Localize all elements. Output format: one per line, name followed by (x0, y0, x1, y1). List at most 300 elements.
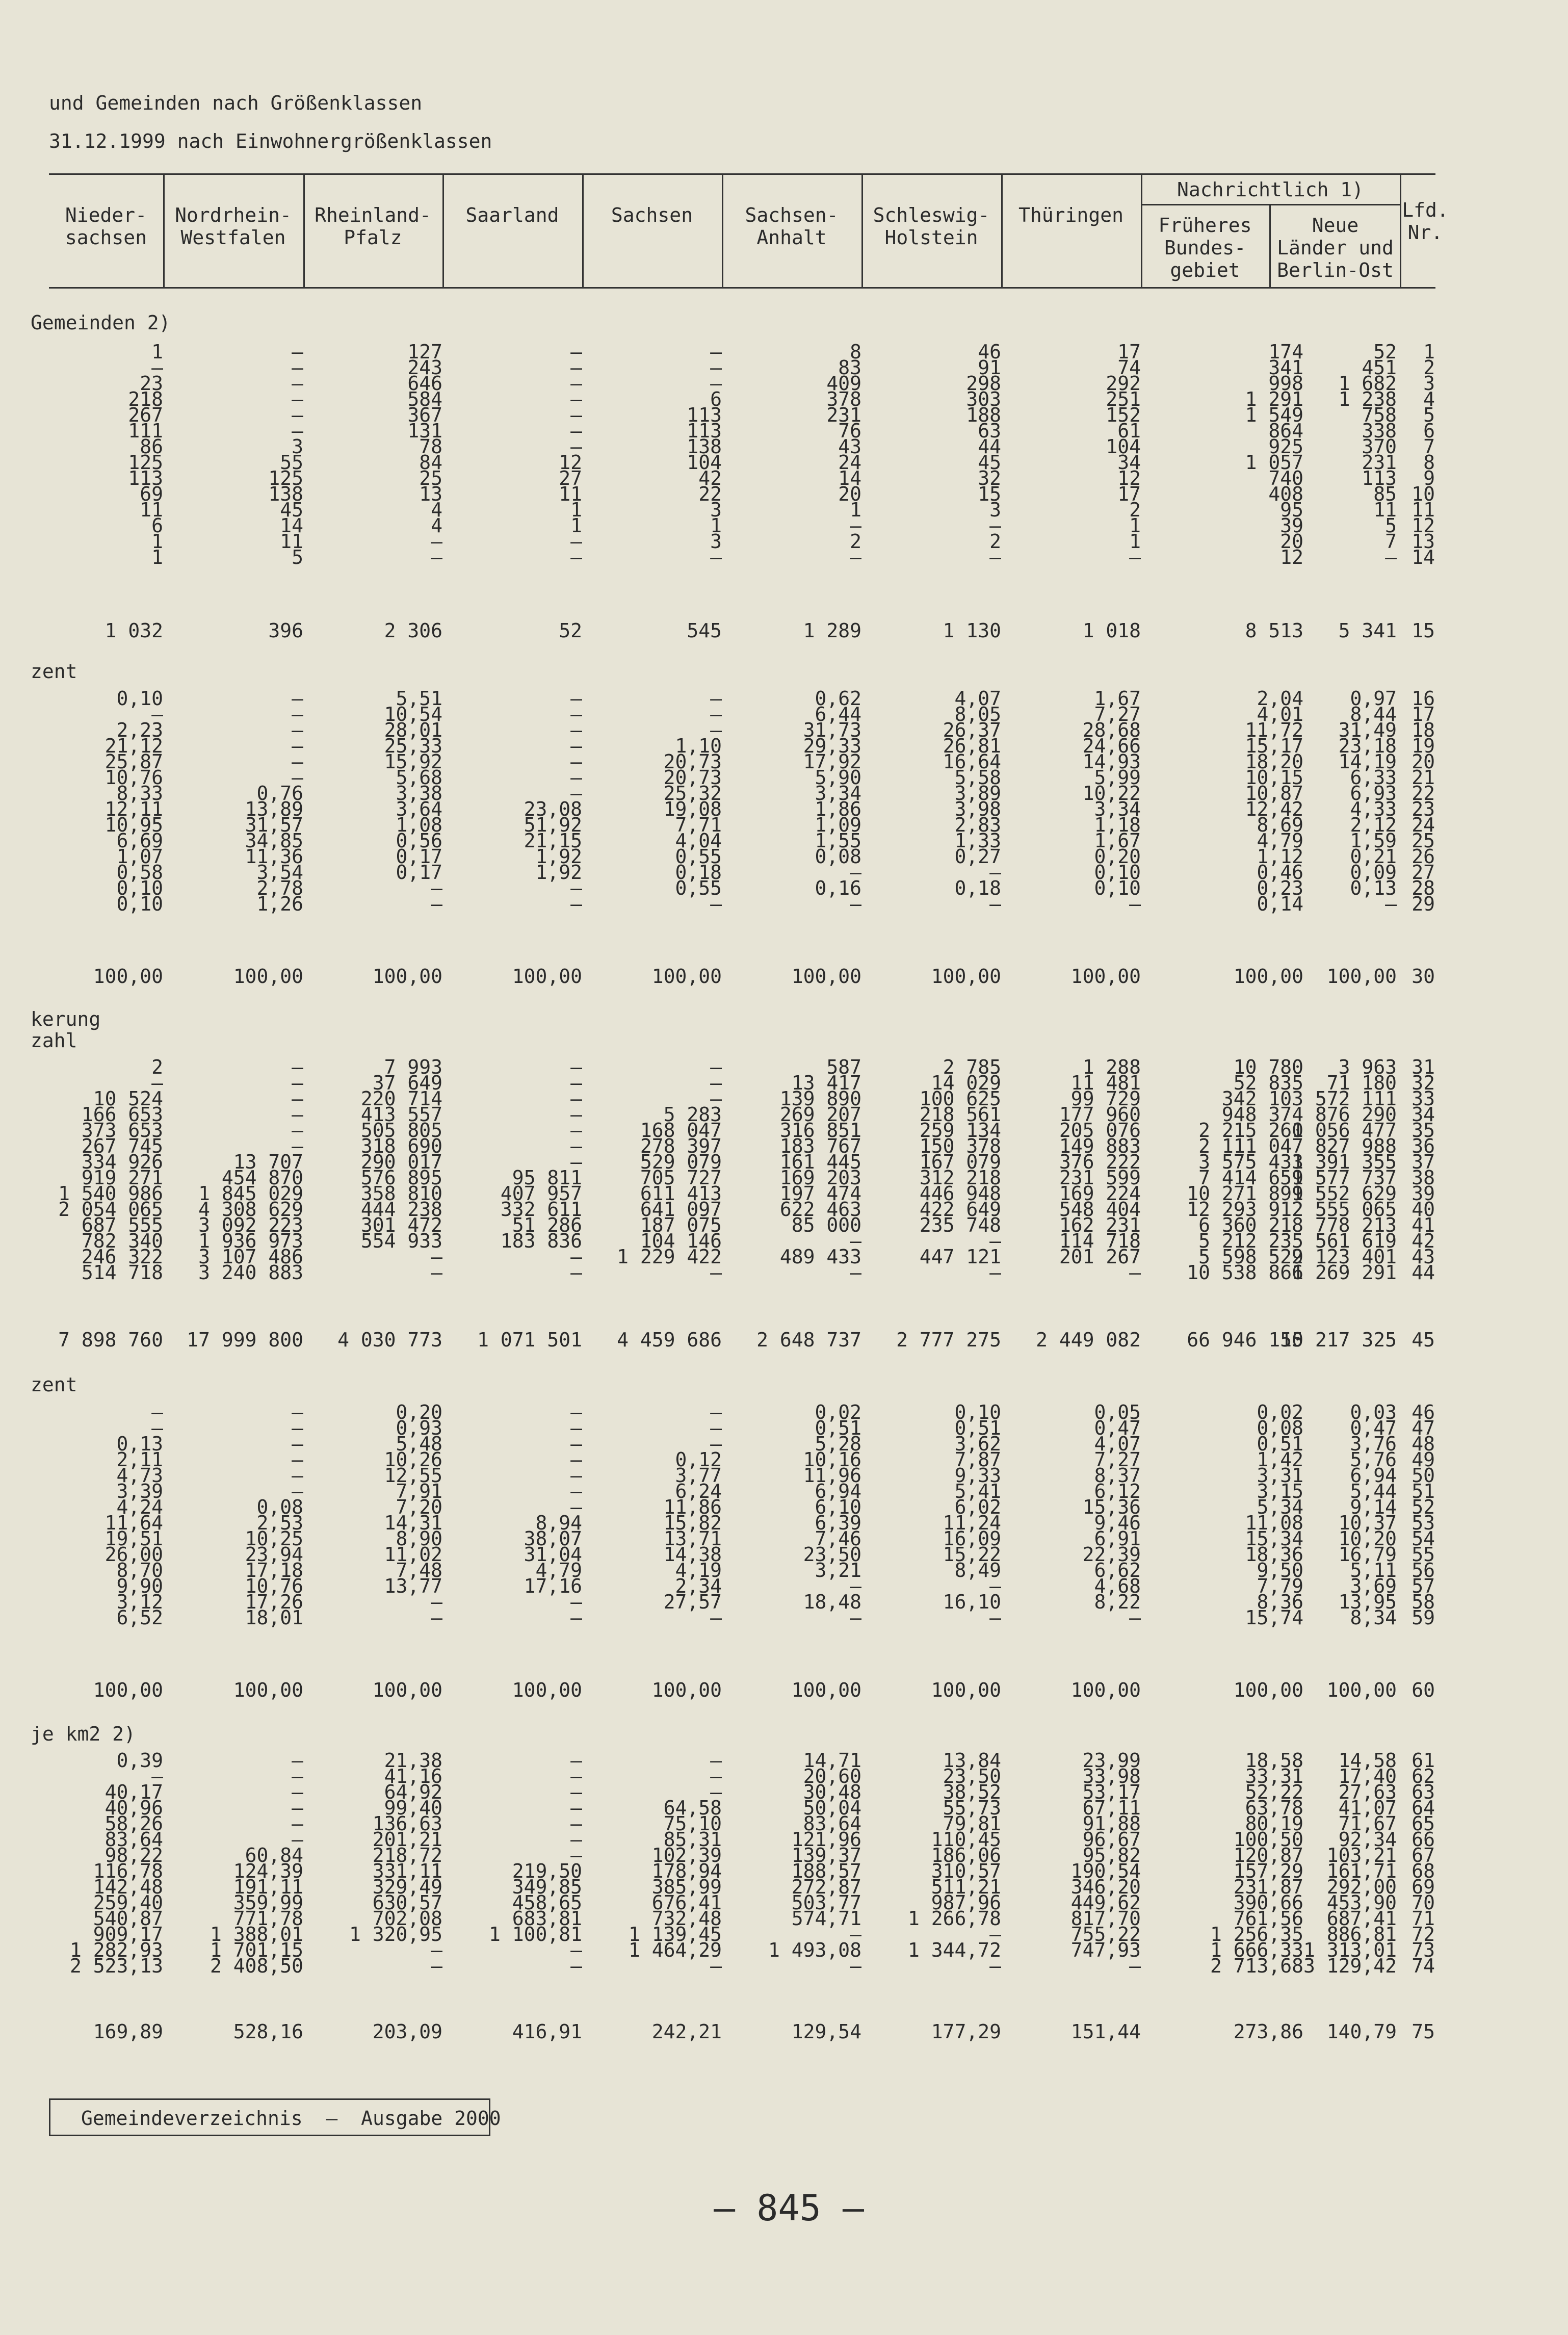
table-cell: 1,07 (116, 845, 163, 868)
table-cell: 22,39 (1082, 1543, 1141, 1566)
table-cell: 409 (826, 372, 861, 395)
table-cell: 0,10 (116, 877, 163, 899)
table-cell: 987,96 (931, 1891, 1001, 1914)
row-number: 27 (1412, 861, 1435, 884)
table-cell: 31,04 (524, 1543, 582, 1566)
table-row (0, 619, 1568, 642)
table-cell: 140,79 (1326, 2020, 1397, 2043)
table-row (0, 1464, 1568, 1487)
table-cell: 572 111 (1315, 1087, 1397, 1110)
table-cell: 3,21 (815, 1559, 861, 1581)
table-cell: 243 (407, 356, 442, 379)
table-cell: 63 (978, 420, 1001, 442)
table-cell: 2,78 (256, 877, 303, 899)
table-cell: 1 291 (1245, 388, 1303, 410)
table-cell: 91 (978, 356, 1001, 379)
table-cell: 18,58 (1245, 1749, 1303, 1772)
table-row (0, 341, 1568, 363)
table-cell: 0,55 (675, 845, 722, 868)
table-cell: 1,08 (396, 814, 442, 836)
row-number: 60 (1412, 1679, 1435, 1701)
table-cell: 63,78 (1245, 1797, 1303, 1819)
table-cell: 11 481 (1070, 1072, 1141, 1094)
row-number: 16 (1412, 687, 1435, 710)
row-number: 58 (1412, 1591, 1435, 1613)
row-number: 68 (1412, 1860, 1435, 1882)
table-cell: – (431, 1246, 442, 1268)
header-line: Westfalen (180, 226, 286, 249)
table-cell: 169 224 (1059, 1182, 1141, 1205)
table-cell: 2 (989, 530, 1001, 553)
table-cell: 0,55 (675, 877, 722, 899)
table-cell: 174 (1268, 341, 1303, 363)
table-cell: 220 714 (360, 1087, 442, 1110)
table-cell: 76 (838, 420, 861, 442)
row-number: 55 (1412, 1543, 1435, 1566)
table-cell: 6,44 (815, 703, 861, 725)
table-cell: 100,00 (1233, 1679, 1303, 1701)
table-cell: 8,36 (1257, 1591, 1303, 1613)
table-cell: 100,00 (791, 1679, 861, 1701)
table-cell: 69 (140, 483, 163, 505)
table-cell: – (292, 1480, 303, 1502)
table-cell: 3,15 (1257, 1480, 1303, 1502)
table-cell: 2 449 082 (1036, 1329, 1141, 1351)
table-cell: – (710, 1606, 722, 1629)
table-cell: – (292, 356, 303, 379)
header-line: Nr. (1407, 221, 1443, 244)
table-cell: 4 (431, 499, 442, 521)
table-cell: 23,99 (1082, 1749, 1141, 1772)
table-cell: 3 963 (1338, 1056, 1397, 1078)
table-cell: 341 (1268, 356, 1303, 379)
table-cell: 407 957 (500, 1182, 582, 1205)
table-cell: – (570, 719, 582, 741)
table-cell: 24 (838, 451, 861, 474)
table-cell: 41,16 (384, 1765, 442, 1787)
table-cell: 1 682 (1338, 372, 1397, 395)
table-cell: 27,63 (1338, 1781, 1397, 1803)
table-row (0, 1575, 1568, 1597)
table-cell: 1 (570, 499, 582, 521)
table-cell: 45 (978, 451, 1001, 474)
table-cell: 0,10 (116, 687, 163, 710)
table-row (0, 451, 1568, 474)
table-cell: 15,74 (1245, 1606, 1303, 1629)
table-cell: 292,00 (1326, 1876, 1397, 1898)
table-cell: 4,68 (1094, 1575, 1141, 1597)
table-cell: 111 (128, 420, 163, 442)
table-cell: 390,66 (1233, 1891, 1303, 1914)
table-cell: 267 (128, 404, 163, 426)
row-number: 49 (1412, 1448, 1435, 1471)
table-cell: – (292, 1448, 303, 1471)
table-cell: 20,73 (663, 766, 722, 789)
row-number: 53 (1412, 1512, 1435, 1534)
table-cell: 1,67 (1094, 829, 1141, 852)
table-cell: 1 (1129, 530, 1141, 553)
table-cell: – (570, 404, 582, 426)
table-cell: 376 222 (1059, 1151, 1141, 1173)
table-cell: – (570, 1072, 582, 1094)
header-line: Pfalz (344, 226, 402, 249)
table-cell: 12,55 (384, 1464, 442, 1487)
table-cell: 100,50 (1233, 1828, 1303, 1851)
header-line: Neue (1312, 214, 1359, 237)
table-cell: 4,73 (116, 1464, 163, 1487)
header-line: Rheinland- (315, 204, 431, 226)
table-cell: 190,54 (1070, 1860, 1141, 1882)
table-cell: 15,82 (663, 1512, 722, 1534)
table-cell: 219,50 (512, 1860, 582, 1882)
table-cell: 4 (431, 514, 442, 537)
table-cell: 100,00 (372, 965, 442, 988)
header-rlp (303, 204, 442, 249)
table-row (0, 1433, 1568, 1455)
header-neue-laender (1271, 214, 1400, 281)
table-cell: 0,27 (954, 845, 1001, 868)
table-cell: 6,94 (1350, 1464, 1397, 1487)
table-cell: 10,76 (245, 1575, 303, 1597)
row-number: 63 (1412, 1781, 1435, 1803)
table-cell: – (431, 1939, 442, 1961)
table-cell: 0,10 (1094, 877, 1141, 899)
table-cell: 561 619 (1315, 1230, 1397, 1252)
table-row (0, 1781, 1568, 1803)
table-cell: 7 (1385, 530, 1397, 553)
table-cell: – (570, 1496, 582, 1518)
row-number: 13 (1412, 530, 1435, 553)
table-row (0, 356, 1568, 379)
table-cell: 138 (268, 483, 303, 505)
table-cell: 1 (151, 530, 163, 553)
table-cell: 5 (292, 546, 303, 568)
table-cell: 0,97 (1350, 687, 1397, 710)
table-row (0, 1606, 1568, 1629)
table-cell: – (431, 1261, 442, 1284)
row-number: 11 (1412, 499, 1435, 521)
table-cell: 13 707 (233, 1151, 303, 1173)
table-cell: 545 (687, 619, 722, 642)
table-cell: 1 552 629 (1292, 1182, 1397, 1205)
table-cell: 0,05 (1094, 1401, 1141, 1423)
table-cell: 95 (1280, 499, 1303, 521)
table-cell: 33,98 (1082, 1765, 1141, 1787)
table-cell: 0,18 (675, 861, 722, 884)
section-label: zent (31, 660, 77, 683)
table-cell: 42 (698, 467, 722, 489)
table-cell: 75,10 (663, 1812, 722, 1835)
table-cell: 5,58 (954, 766, 1001, 789)
table-cell: 4 308 629 (198, 1198, 303, 1221)
table-cell: 3,98 (954, 798, 1001, 820)
table-cell: 30,48 (803, 1781, 861, 1803)
table-cell: 6 (710, 388, 722, 410)
table-cell: 167 079 (919, 1151, 1001, 1173)
table-cell: – (292, 1781, 303, 1803)
table-row (0, 861, 1568, 884)
table-cell: 4,07 (954, 687, 1001, 710)
table-cell: 2 123 401 (1292, 1246, 1397, 1268)
table-cell: 150 378 (919, 1135, 1001, 1157)
table-cell: 100 625 (919, 1087, 1001, 1110)
table-cell: 7 898 760 (58, 1329, 163, 1351)
table-row (0, 483, 1568, 505)
table-cell: – (292, 1135, 303, 1157)
table-cell: – (570, 530, 582, 553)
table-cell: 1 238 (1338, 388, 1397, 410)
row-number: 9 (1423, 467, 1435, 489)
table-cell: – (710, 356, 722, 379)
table-cell: 27,57 (663, 1591, 722, 1613)
table-cell: 14 029 (931, 1072, 1001, 1094)
row-number: 44 (1412, 1261, 1435, 1284)
table-cell: 755,22 (1070, 1923, 1141, 1945)
table-cell: 9,14 (1350, 1496, 1397, 1518)
table-cell: 242,21 (651, 2020, 722, 2043)
table-cell: 1 032 (104, 619, 163, 642)
table-cell: 2 523,13 (69, 1955, 163, 1977)
table-cell: 12 (1117, 467, 1141, 489)
row-number: 75 (1412, 2020, 1435, 2043)
table-cell: 646 (407, 372, 442, 395)
table-cell: 187 075 (640, 1214, 722, 1236)
table-cell: 18,01 (245, 1606, 303, 1629)
table-cell: 50,04 (803, 1797, 861, 1819)
table-cell: 79,81 (943, 1812, 1001, 1835)
table-cell: 2 (151, 1056, 163, 1078)
table-cell: 6,33 (1350, 766, 1397, 789)
table-cell: 2 215 260 (1198, 1119, 1303, 1141)
table-cell: 1,18 (1094, 814, 1141, 836)
table-cell: 19,51 (104, 1527, 163, 1550)
table-cell: 13 (419, 483, 442, 505)
table-cell: 26,37 (943, 719, 1001, 741)
table-cell: 312 218 (919, 1166, 1001, 1189)
header-schleswig-holstein (861, 204, 1001, 249)
table-cell: 9,46 (1094, 1512, 1141, 1534)
table-cell: 116,78 (93, 1860, 163, 1882)
row-number: 37 (1412, 1151, 1435, 1173)
table-cell: 55 (280, 451, 303, 474)
table-cell: 46 (978, 341, 1001, 363)
table-cell: – (570, 1464, 582, 1487)
table-row (0, 750, 1568, 773)
row-number: 40 (1412, 1198, 1435, 1221)
table-cell: 10,20 (1338, 1527, 1397, 1550)
table-cell: 2 713,68 (1210, 1955, 1303, 1977)
table-cell: 7,91 (396, 1480, 442, 1502)
table-cell: 28,01 (384, 719, 442, 741)
table-cell: – (151, 356, 163, 379)
table-cell: 331,11 (372, 1860, 442, 1882)
table-cell: 3,39 (116, 1480, 163, 1502)
table-cell: 8,05 (954, 703, 1001, 725)
header-thueringen: Thüringen (1018, 204, 1123, 226)
table-cell: 120,87 (1233, 1844, 1303, 1866)
table-row (0, 1261, 1568, 1284)
table-cell: 10,95 (104, 814, 163, 836)
table-cell: 136,63 (372, 1812, 442, 1835)
table-cell: 14 (280, 514, 303, 537)
table-cell: – (850, 1575, 861, 1597)
table-cell: 5 341 (1338, 619, 1397, 642)
table-cell: 3 240 883 (198, 1261, 303, 1284)
table-cell: 5,28 (815, 1433, 861, 1455)
table-cell: – (850, 514, 861, 537)
table-cell: 1 391 355 (1292, 1151, 1397, 1173)
table-cell: 0,17 (396, 845, 442, 868)
table-cell: 27 (559, 467, 582, 489)
table-row (0, 687, 1568, 710)
row-number: 32 (1412, 1072, 1435, 1094)
table-cell: 161,71 (1326, 1860, 1397, 1882)
table-row (0, 877, 1568, 899)
section-label: Gemeinden 2) (31, 312, 171, 334)
table-row (0, 735, 1568, 757)
table-cell: 25,33 (384, 735, 442, 757)
footer-box (49, 2098, 501, 2136)
table-cell: – (710, 1433, 722, 1455)
table-cell: 453,90 (1326, 1891, 1397, 1914)
table-cell: 6,39 (815, 1512, 861, 1534)
table-cell: – (570, 893, 582, 915)
table-cell: 827 988 (1315, 1135, 1397, 1157)
table-cell: 444 238 (360, 1198, 442, 1221)
table-cell: 1 (570, 514, 582, 537)
row-number: 46 (1412, 1401, 1435, 1423)
table-cell: – (292, 1087, 303, 1110)
table-cell: 4,04 (675, 829, 722, 852)
table-cell: – (710, 546, 722, 568)
table-cell: 316 851 (779, 1119, 861, 1141)
table-cell: – (570, 877, 582, 899)
col-divider (582, 173, 584, 289)
table-row (0, 1543, 1568, 1566)
table-cell: 6,52 (116, 1606, 163, 1629)
table-cell: – (850, 1230, 861, 1252)
table-cell: 0,10 (1094, 861, 1141, 884)
table-cell: 273,86 (1233, 2020, 1303, 2043)
header-top-rule (49, 173, 1435, 175)
table-row (0, 1797, 1568, 1819)
row-number: 4 (1423, 388, 1435, 410)
table-cell: 4 459 686 (617, 1329, 722, 1351)
table-cell: – (570, 1749, 582, 1772)
table-cell: 83,64 (104, 1828, 163, 1851)
table-cell: 7,27 (1094, 703, 1141, 725)
table-cell: 205 076 (1059, 1119, 1141, 1141)
table-cell: 15,22 (943, 1543, 1001, 1566)
table-cell: 246 322 (81, 1246, 163, 1268)
table-cell: 7,87 (954, 1448, 1001, 1471)
table-cell: 5 212 235 (1198, 1230, 1303, 1252)
table-cell: 95,82 (1082, 1844, 1141, 1866)
table-cell: 451 (1362, 356, 1397, 379)
table-cell: 15 217 325 (1280, 1329, 1397, 1351)
page-number: – 845 – (714, 2187, 865, 2229)
row-number: 61 (1412, 1749, 1435, 1772)
table-cell: – (292, 1812, 303, 1835)
table-cell: – (431, 1591, 442, 1613)
table-cell: 95 811 (512, 1166, 582, 1189)
header-lfd-nr (1400, 199, 1451, 244)
table-cell: 446 948 (919, 1182, 1001, 1205)
table-row (0, 845, 1568, 868)
col-divider (442, 173, 444, 289)
table-cell: 4,24 (116, 1496, 163, 1518)
table-cell: – (292, 1464, 303, 1487)
table-cell: 23,50 (803, 1543, 861, 1566)
table-cell: 301 472 (360, 1214, 442, 1236)
table-cell: – (570, 372, 582, 395)
table-row (0, 388, 1568, 410)
table-cell: 40,96 (104, 1797, 163, 1819)
table-cell: 7,46 (815, 1527, 861, 1550)
table-cell: 292 (1106, 372, 1141, 395)
table-row (0, 782, 1568, 805)
table-cell: 2,12 (1350, 814, 1397, 836)
table-cell: 449,62 (1070, 1891, 1141, 1914)
table-cell: 948 374 (1221, 1103, 1303, 1126)
table-cell: 1 666,33 (1210, 1939, 1303, 1961)
table-cell: 2,83 (954, 814, 1001, 836)
table-cell: 139 890 (779, 1087, 861, 1110)
table-cell: 1 701,15 (210, 1939, 303, 1961)
table-cell: 10,54 (384, 703, 442, 725)
table-row (0, 766, 1568, 789)
table-cell: 0,46 (1257, 861, 1303, 884)
table-cell: 15,17 (1245, 735, 1303, 757)
table-cell: 367 (407, 404, 442, 426)
row-number: 31 (1412, 1056, 1435, 1078)
table-cell: 740 (1268, 467, 1303, 489)
table-cell: 1 130 (943, 619, 1001, 642)
table-cell: 318 690 (360, 1135, 442, 1157)
table-cell: 100,00 (1326, 965, 1397, 988)
table-cell: 23,18 (1338, 735, 1397, 757)
table-cell: – (570, 435, 582, 458)
table-cell: 5,51 (396, 687, 442, 710)
header-bottom-rule (49, 287, 1435, 289)
table-cell: – (710, 719, 722, 741)
table-cell: 13,77 (384, 1575, 442, 1597)
table-cell: 10,16 (803, 1448, 861, 1471)
table-cell: 0,09 (1350, 861, 1397, 884)
table-cell: 2 408,50 (210, 1955, 303, 1977)
table-cell: 587 (826, 1056, 861, 1078)
table-cell: – (710, 1749, 722, 1772)
table-cell: 11,36 (245, 845, 303, 868)
table-cell: 0,16 (815, 877, 861, 899)
table-cell: 1 269 291 (1292, 1261, 1397, 1284)
table-cell: 1 344,72 (907, 1939, 1001, 1961)
table-cell: 17,40 (1338, 1765, 1397, 1787)
table-cell: 14,71 (803, 1749, 861, 1772)
row-number: 35 (1412, 1119, 1435, 1141)
table-cell: – (710, 1401, 722, 1423)
table-cell: 235 748 (919, 1214, 1001, 1236)
table-cell: 37 649 (372, 1072, 442, 1094)
table-cell: 998 (1268, 372, 1303, 395)
table-cell: 113 (687, 420, 722, 442)
table-cell: 15,92 (384, 750, 442, 773)
table-cell: 26,81 (943, 735, 1001, 757)
table-cell: 100,00 (512, 965, 582, 988)
table-cell: 611 413 (640, 1182, 722, 1205)
table-cell: 114 718 (1059, 1230, 1141, 1252)
table-cell: 909,17 (93, 1923, 163, 1945)
